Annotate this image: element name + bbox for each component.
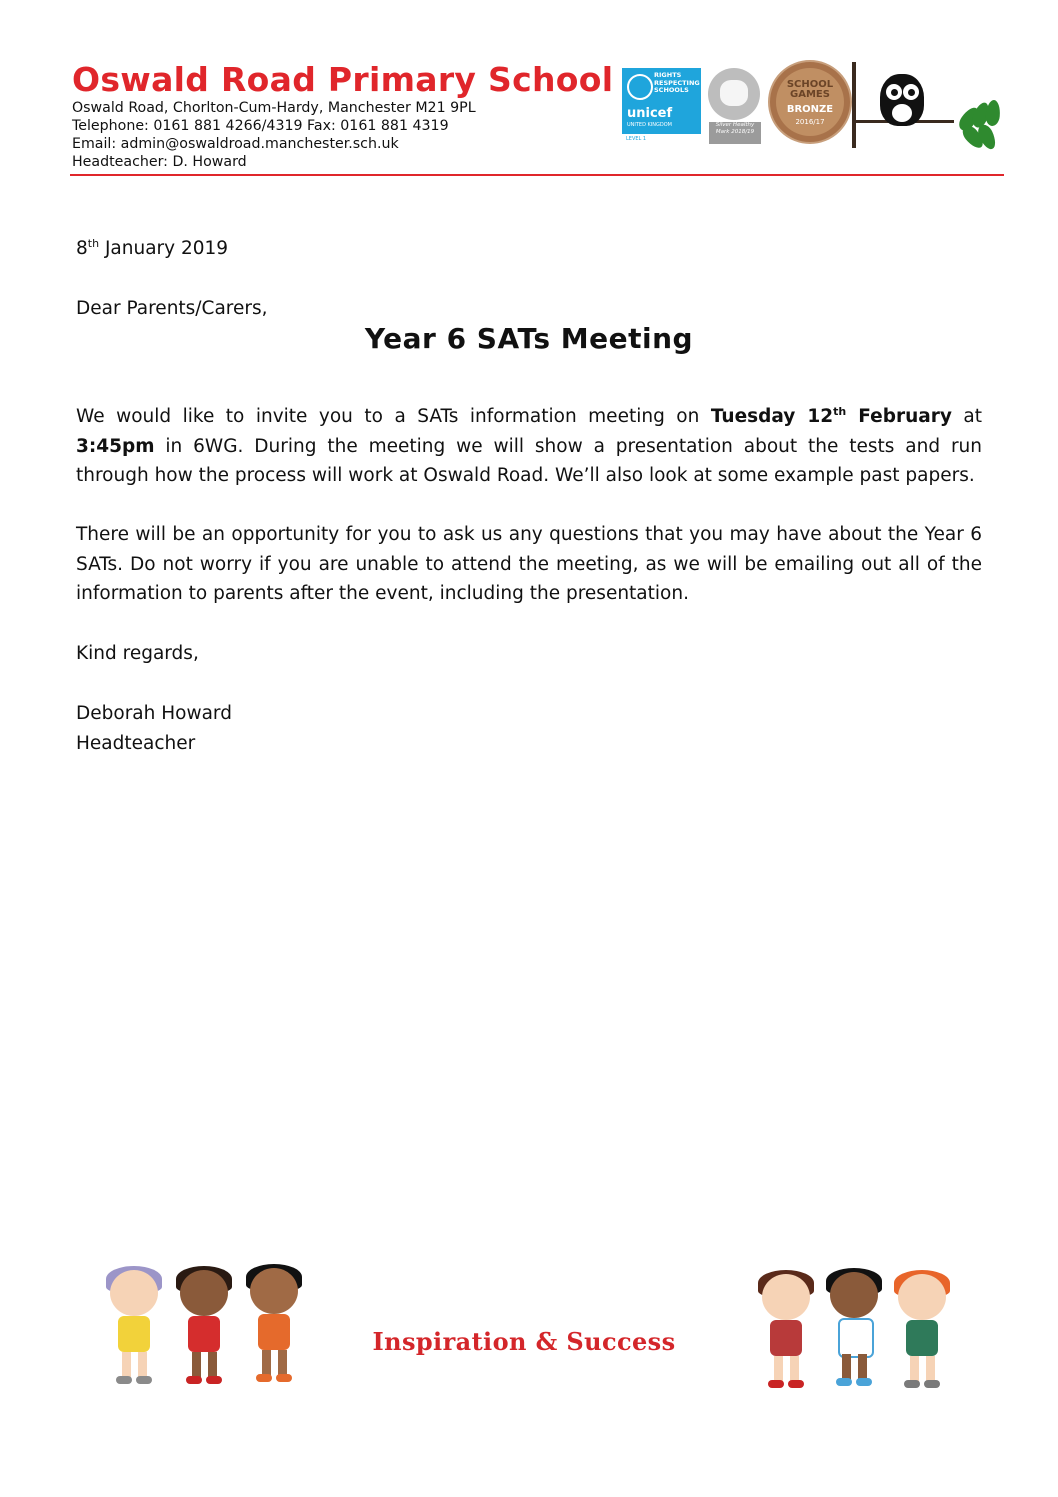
child-icon bbox=[752, 1274, 820, 1390]
paragraph-questions: There will be an opportunity for you to ask us any questions that you may have about the Year 6 SATs. Do not worry if you are unable to attend the meeting, as we will be emailing out all of the information to parents after the event, including the presentation. bbox=[76, 524, 982, 604]
meeting-time: 3:45pm bbox=[76, 435, 155, 457]
school-games-label: SCHOOL GAMES bbox=[786, 79, 834, 100]
school-games-bronze-badge bbox=[768, 60, 852, 144]
letter-title: Year 6 SATs Meeting bbox=[364, 322, 694, 355]
salutation: Dear Parents/Carers, bbox=[76, 298, 268, 319]
school-motto: Inspiration & Success bbox=[372, 1327, 676, 1356]
healthy-schools-caption: Silver Healthy Mark 2018/19 bbox=[709, 122, 761, 144]
branch-icon bbox=[852, 62, 856, 148]
header-divider bbox=[70, 174, 1004, 176]
rrs-level: LEVEL 1 bbox=[626, 136, 647, 142]
signer-role: Headteacher bbox=[76, 732, 196, 754]
contact-block bbox=[72, 99, 476, 171]
rrs-badge-text: RIGHTS RESPECTING SCHOOLS bbox=[654, 71, 700, 94]
globe-icon bbox=[627, 74, 653, 100]
child-icon bbox=[820, 1272, 888, 1388]
unicef-logo: unicef bbox=[627, 106, 673, 121]
children-figures-icon bbox=[720, 80, 748, 106]
rights-respecting-schools-badge bbox=[622, 68, 701, 134]
school-headteacher: Headteacher: D. Howard bbox=[72, 154, 247, 170]
children-illustration-left bbox=[96, 1266, 316, 1386]
school-email: Email: admin@oswaldroad.manchester.sch.uk bbox=[72, 136, 399, 152]
school-games-year: 2016/17 bbox=[795, 118, 825, 126]
signature-block bbox=[76, 699, 982, 758]
rrs-country: UNITED KINGDOM bbox=[627, 122, 672, 128]
letterhead bbox=[70, 58, 1004, 176]
children-illustration-right bbox=[748, 1268, 968, 1388]
letter-date: 8th January 2019 bbox=[76, 236, 229, 259]
meeting-date: Tuesday 12th February bbox=[710, 404, 952, 427]
closing: Kind regards, bbox=[76, 643, 199, 664]
school-address: Oswald Road, Chorlton-Cum-Hardy, Manchester M21 9PL bbox=[72, 100, 476, 116]
owl-icon bbox=[876, 68, 928, 126]
school-games-award: BRONZE bbox=[786, 104, 834, 115]
school-telephone: Telephone: 0161 881 4266/4319 Fax: 0161 881 4319 bbox=[72, 118, 449, 134]
paragraph-invitation: We would like to invite you to a SATs information meeting on Tuesday 12th February at 3:45pm in 6WG. During the meeting we will show a presentation about the tests and run through how the process will work at Oswald Road. We’ll also look at some example past papers. bbox=[76, 404, 982, 486]
signer-name: Deborah Howard bbox=[76, 703, 232, 724]
school-name: Oswald Road Primary School bbox=[72, 60, 614, 99]
child-icon bbox=[240, 1268, 308, 1384]
child-icon bbox=[888, 1274, 956, 1390]
healthy-schools-badge bbox=[708, 68, 760, 120]
